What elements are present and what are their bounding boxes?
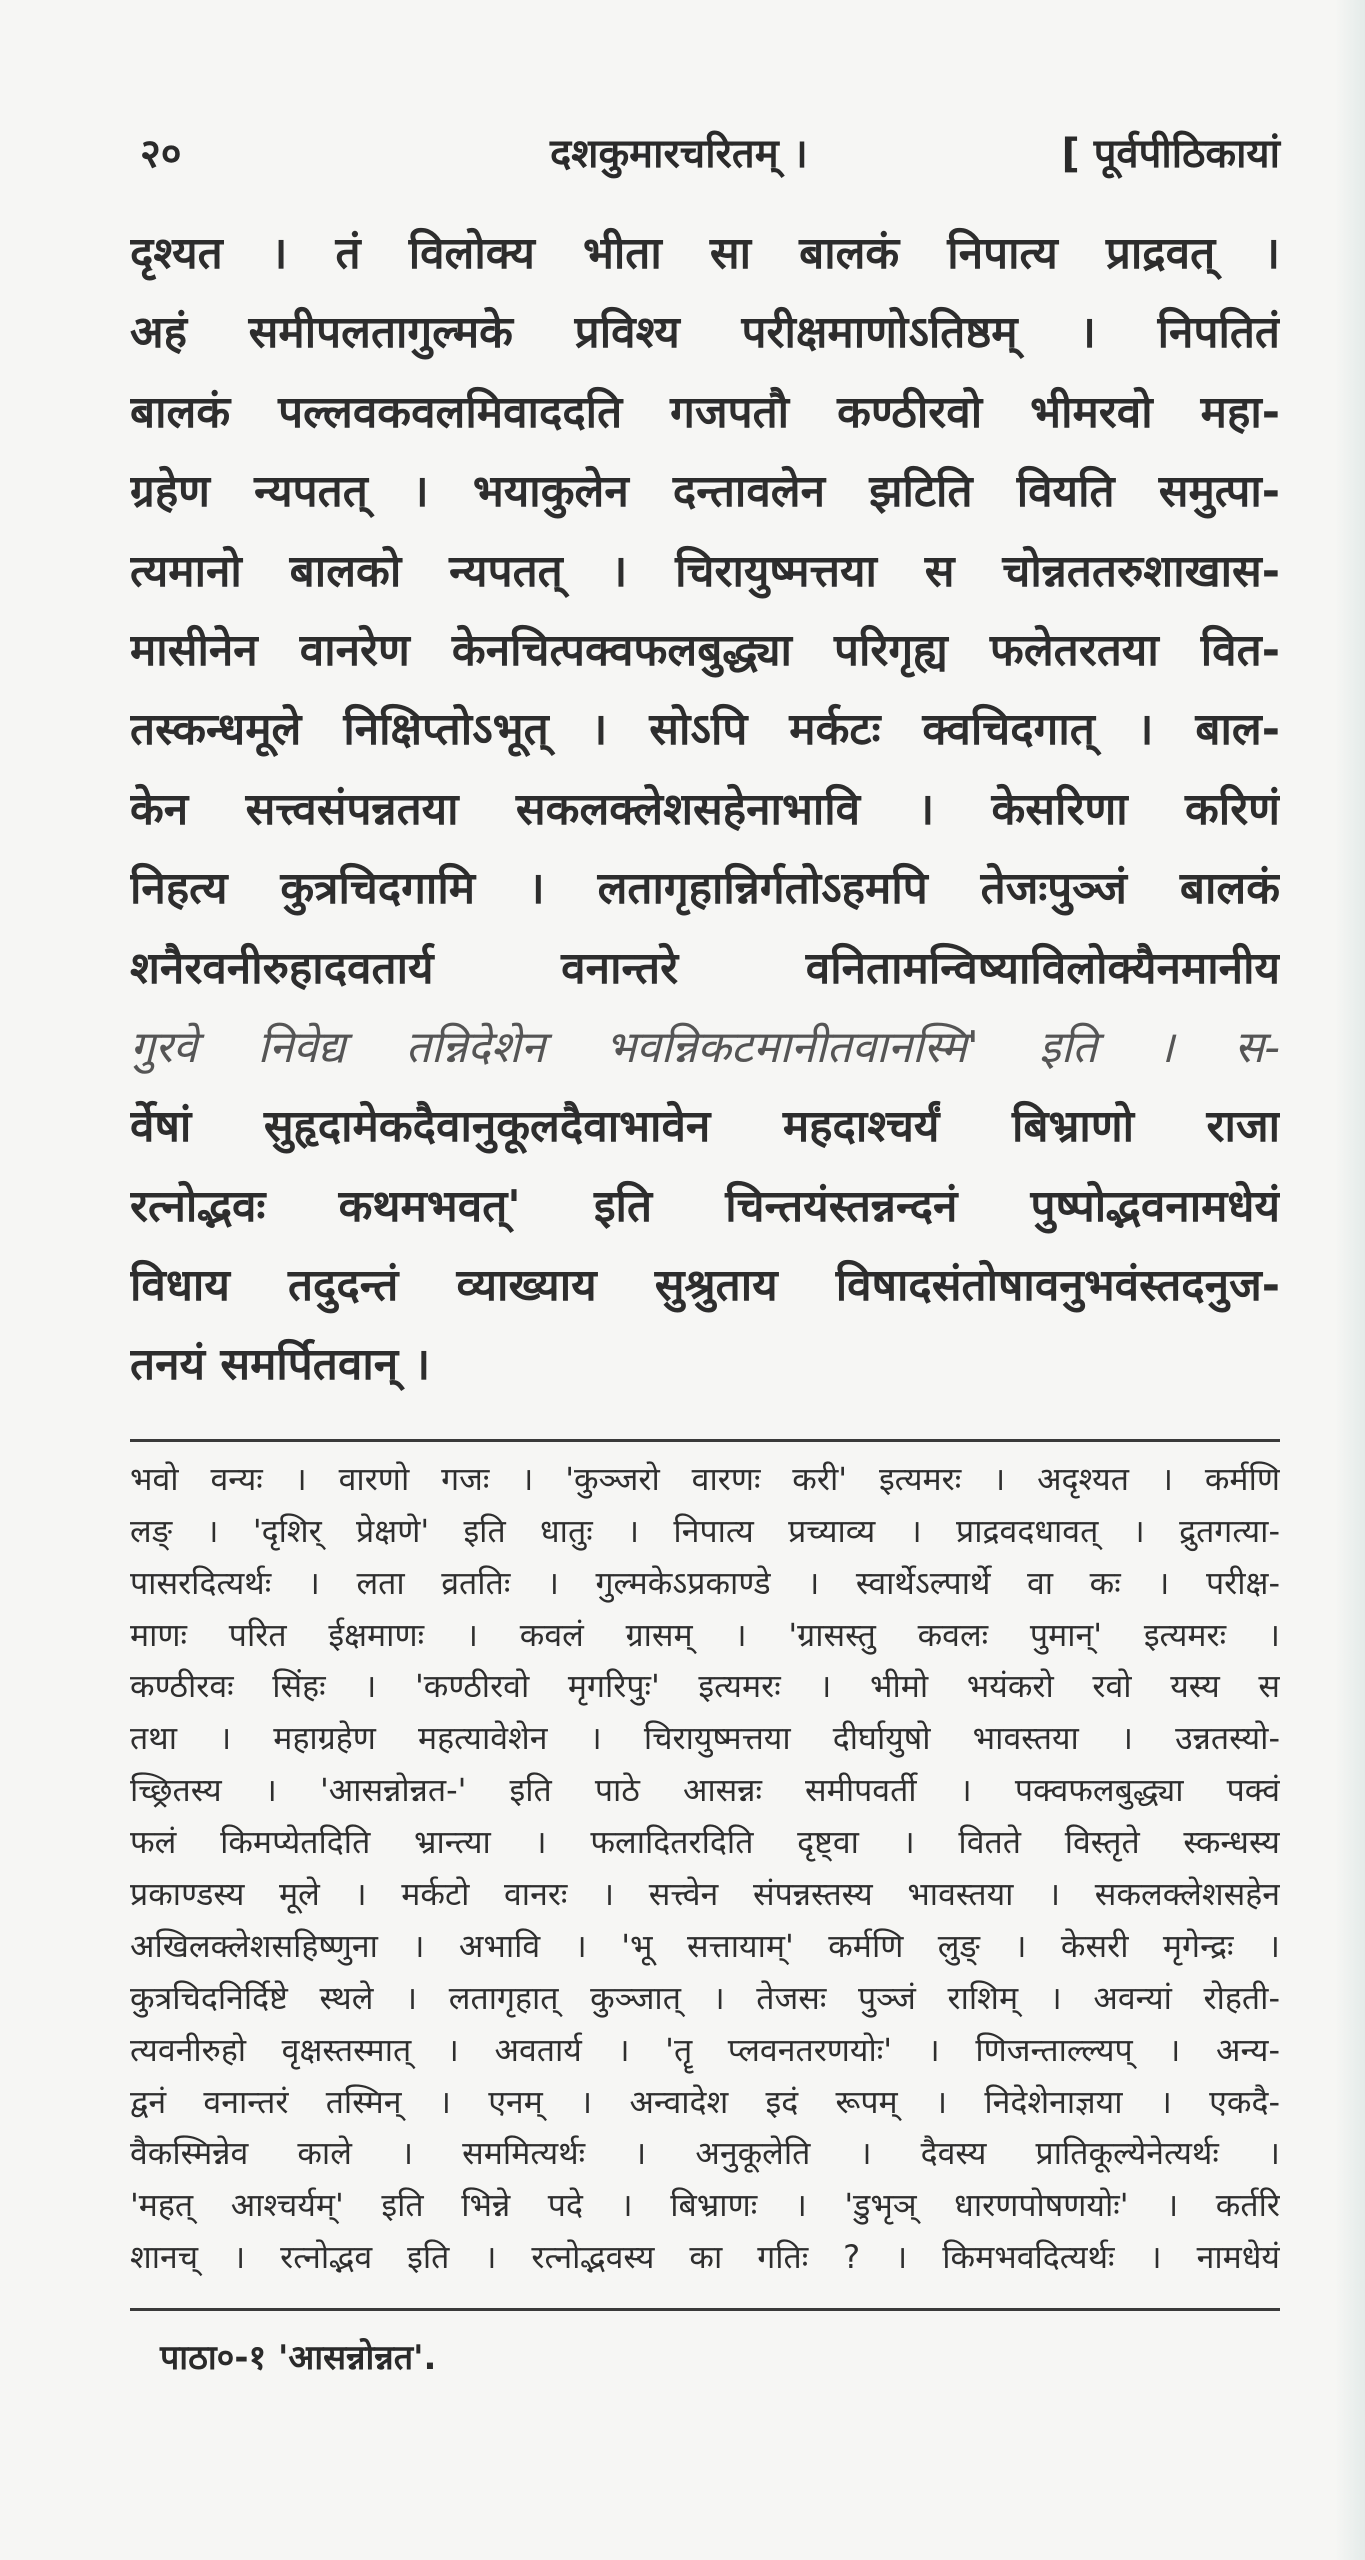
variant-reading-footnote: पाठा०-१ 'आसन्नोन्नत'.	[160, 2338, 437, 2379]
page-edge-shadow	[1335, 0, 1365, 2560]
main-line: गुरवे निवेद्य तन्निदेशेन भवन्निकटमानीतवानस्मि' इति । स-	[130, 1021, 1280, 1073]
page-number: २०	[140, 131, 182, 177]
commentary-line: पासरदित्यर्थः । लता व्रततिः । गुल्मकेऽप्रकाण्डे । स्वार्थेऽल्पार्थे वा कः । परीक्ष-	[130, 1563, 1280, 1602]
main-line: दृश्यत । तं विलोक्य भीता सा बालकं निपात्य प्राद्रवत् ।	[130, 228, 1280, 279]
main-line: मासीनेन वानरेण केनचित्पक्वफलबुद्ध्या परिगृह्य फलेतरतया वित-	[130, 624, 1280, 676]
main-line: तनयं समर्पितवान् ।	[130, 1339, 431, 1391]
main-line: शनैरवनीरुहादवतार्य वनान्तरे वनितामन्विष्याविलोक्यैनमानीय	[130, 942, 1280, 994]
commentary-line: माणः परित ईक्षमाणः । कवलं ग्रासम् । 'ग्रासस्तु कवलः पुमान्' इत्यमरः ।	[130, 1615, 1280, 1654]
running-header	[130, 118, 1280, 188]
main-line: त्यमानो बालको न्यपतत् । चिरायुष्मत्तया स चोन्नततरुशाखास-	[130, 545, 1280, 597]
main-line: केन सत्त्वसंपन्नतया सकलक्लेशसहेनाभावि । केसरिणा करिणं	[130, 783, 1280, 835]
main-line: तस्कन्धमूले निक्षिप्तोऽभूत् । सोऽपि मर्कटः क्वचिदगात् । बाल-	[130, 704, 1280, 756]
commentary-line: प्रकाण्डस्य मूले । मर्कटो वानरः । सत्त्वेन संपन्नस्तस्य भावस्तया । सकलक्लेशसहेन	[130, 1874, 1280, 1913]
commentary-line: वैकस्मिन्नेव काले । सममित्यर्थः । अनुकूलेति । दैवस्य प्रातिकूल्येनेत्यर्थः ।	[130, 2134, 1280, 2173]
main-text	[130, 214, 1280, 1405]
commentary-line: कण्ठीरवः सिंहः । 'कण्ठीरवो मृगरिपुः' इत्यमरः । भीमो भयंकरो रवो यस्य स	[130, 1667, 1280, 1706]
commentary-line: अखिलक्लेशसहिष्णुना । अभावि । 'भू सत्तायाम्' कर्मणि लुङ् । केसरी मृगेन्द्रः ।	[130, 1926, 1280, 1965]
commentary-line: च्छ्रितस्य । 'आसन्नोन्नत-' इति पाठे आसन्नः समीपवर्ती । पक्वफलबुद्ध्या पक्वं	[130, 1771, 1280, 1810]
main-line: बालकं पल्लवकवलमिवाददति गजपतौ कण्ठीरवो भीमरवो महा-	[130, 386, 1280, 438]
main-line: रत्नोद्भवः कथमभवत्' इति चिन्तयंस्तन्नन्दनं पुष्पोद्भवनामधेयं	[130, 1180, 1280, 1232]
commentary-line: भवो वन्यः । वारणो गजः । 'कुञ्जरो वारणः करी' इत्यमरः । अदृश्यत । कर्मणि	[130, 1459, 1280, 1498]
commentary	[130, 1454, 1280, 2284]
commentary-line: शानच् । रत्नोद्भव इति । रत्नोद्भवस्य का गतिः ? । किमभवदित्यर्थः । नामधेयं	[130, 2238, 1280, 2277]
commentary-line: द्वनं वनान्तरं तस्मिन् । एनम् । अन्वादेश इदं रूपम् । निदेशेनाज्ञया । एकदै-	[130, 2082, 1280, 2121]
main-line: अहं समीपलतागुल्मके प्रविश्य परीक्षमाणोऽतिष्ठम् । निपतितं	[130, 307, 1280, 359]
commentary-line: 'महत् आश्चर्यम्' इति भिन्ने पदे । बिभ्राणः । 'डुभृञ् धारणपोषणयोः' । कर्तरि	[130, 2186, 1280, 2225]
commentary-line: फलं किमप्येतदिति भ्रान्त्या । फलादितरदिति दृष्ट्वा । वितते विस्तृते स्कन्धस्य	[130, 1823, 1280, 1862]
main-line: र्वेषां सुहृदामेकदैवानुकूलदैवाभावेन महदाश्चर्यं बिभ्राणो राजा	[130, 1101, 1280, 1153]
commentary-line: कुत्रचिदनिर्दिष्टे स्थले । लतागृहात् कुञ्जात् । तेजसः पुञ्जं राशिम् । अवन्यां रोहती-	[130, 1978, 1280, 2017]
book-page	[130, 118, 1280, 2379]
main-line: ग्रहेण न्यपतत् । भयाकुलेन दन्तावलेन झटिति वियति समुत्पा-	[130, 466, 1280, 518]
section-title: [ पूर्वपीठिकायां	[1061, 131, 1280, 177]
footnote-divider	[130, 2308, 1280, 2311]
commentary-line: लङ् । 'दृशिर् प्रेक्षणे' इति धातुः । निपात्य प्रच्याव्य । प्राद्रवदधावत् । द्रुतगत्या-	[130, 1511, 1280, 1550]
main-line: निहत्य कुत्रचिदगामि । लतागृहान्निर्गतोऽहमपि तेजःपुञ्जं बालकं	[130, 863, 1280, 915]
commentary-divider	[130, 1439, 1280, 1442]
commentary-line: त्यवनीरुहो वृक्षस्तस्मात् । अवतार्य । 'तॄ प्लवनतरणयोः' । णिजन्ताल्ल्यप् । अन्य-	[130, 2030, 1280, 2069]
commentary-line: तथा । महाग्रहेण महत्यावेशेन । चिरायुष्मत्तया दीर्घायुषो भावस्तया । उन्नतस्यो-	[130, 1719, 1280, 1758]
main-line: विधाय तदुदन्तं व्याख्याय सुश्रुताय विषादसंतोषावनुभवंस्तदनुज-	[130, 1260, 1280, 1312]
book-title: दशकुमारचरितम् ।	[550, 131, 808, 177]
